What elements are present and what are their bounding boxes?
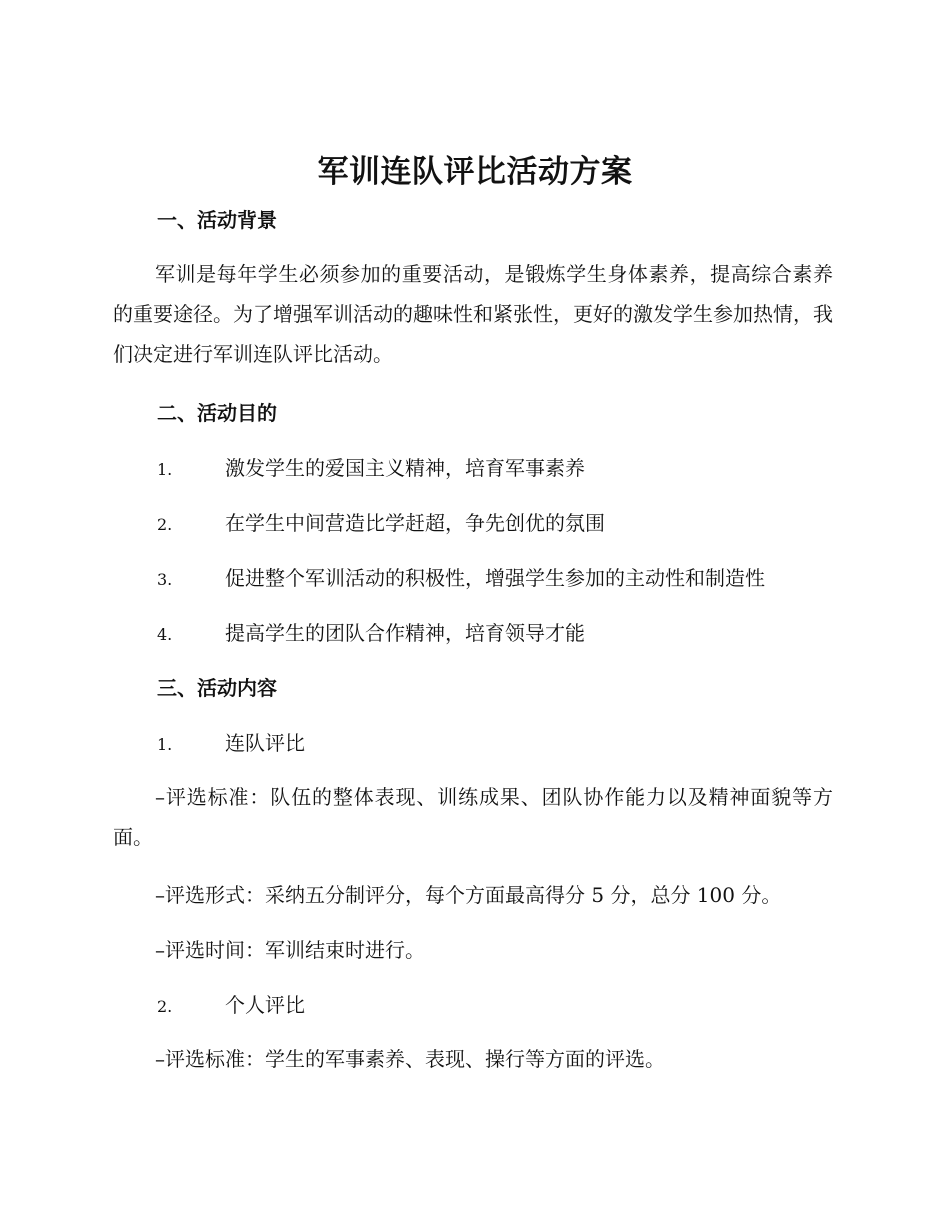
list-item-number: 3. [157,570,173,589]
list-item [157,563,765,595]
sub-item-individual-evaluation [157,990,305,1022]
sub-item-company-evaluation [157,728,305,760]
list-item-text: 提高学生的团队合作精神，培育领导才能 [225,621,585,645]
list-item [157,453,585,485]
format-paragraph: –评选形式：采纳五分制评分，每个方面最高得分 5 分，总分 100 分。 [155,883,782,907]
list-item-number: 4. [157,625,173,644]
background-paragraph: 军训是每年学生必须参加的重要活动，是锻炼学生身体素养，提高综合素养的重要途径。为了增强军训活动的趣味性和紧张性，更好的激发学生参加热情，我们决定进行军训连队评比活动。 [113,262,833,366]
list-item-text: 促进整个军训活动的积极性，增强学生参加的主动性和制造性 [225,566,765,590]
list-item-text: 激发学生的爱国主义精神，培育军事素养 [225,456,585,480]
list-item-text: 在学生中间营造比学赶超，争先创优的氛围 [225,511,605,535]
list-item [157,508,605,540]
document-title: 军训连队评比活动方案 [317,154,633,190]
list-item [157,618,585,650]
criteria-paragraph: –评选标准：队伍的整体表现、训练成果、团队协作能力以及精神面貌等方面。 [113,785,833,849]
section-heading-content: 三、活动内容 [157,676,277,700]
list-item-number: 1. [157,460,173,479]
section-heading-background: 一、活动背景 [157,208,277,232]
list-item-number: 2. [157,997,173,1016]
list-item-text: 个人评比 [225,993,305,1017]
list-item-number: 1. [157,735,173,754]
section-heading-purpose: 二、活动目的 [157,401,277,425]
individual-criteria-paragraph: –评选标准：学生的军事素养、表现、操行等方面的评选。 [155,1047,665,1071]
list-item-number: 2. [157,515,173,534]
time-paragraph: –评选时间：军训结束时进行。 [155,938,425,962]
list-item-text: 连队评比 [225,731,305,755]
